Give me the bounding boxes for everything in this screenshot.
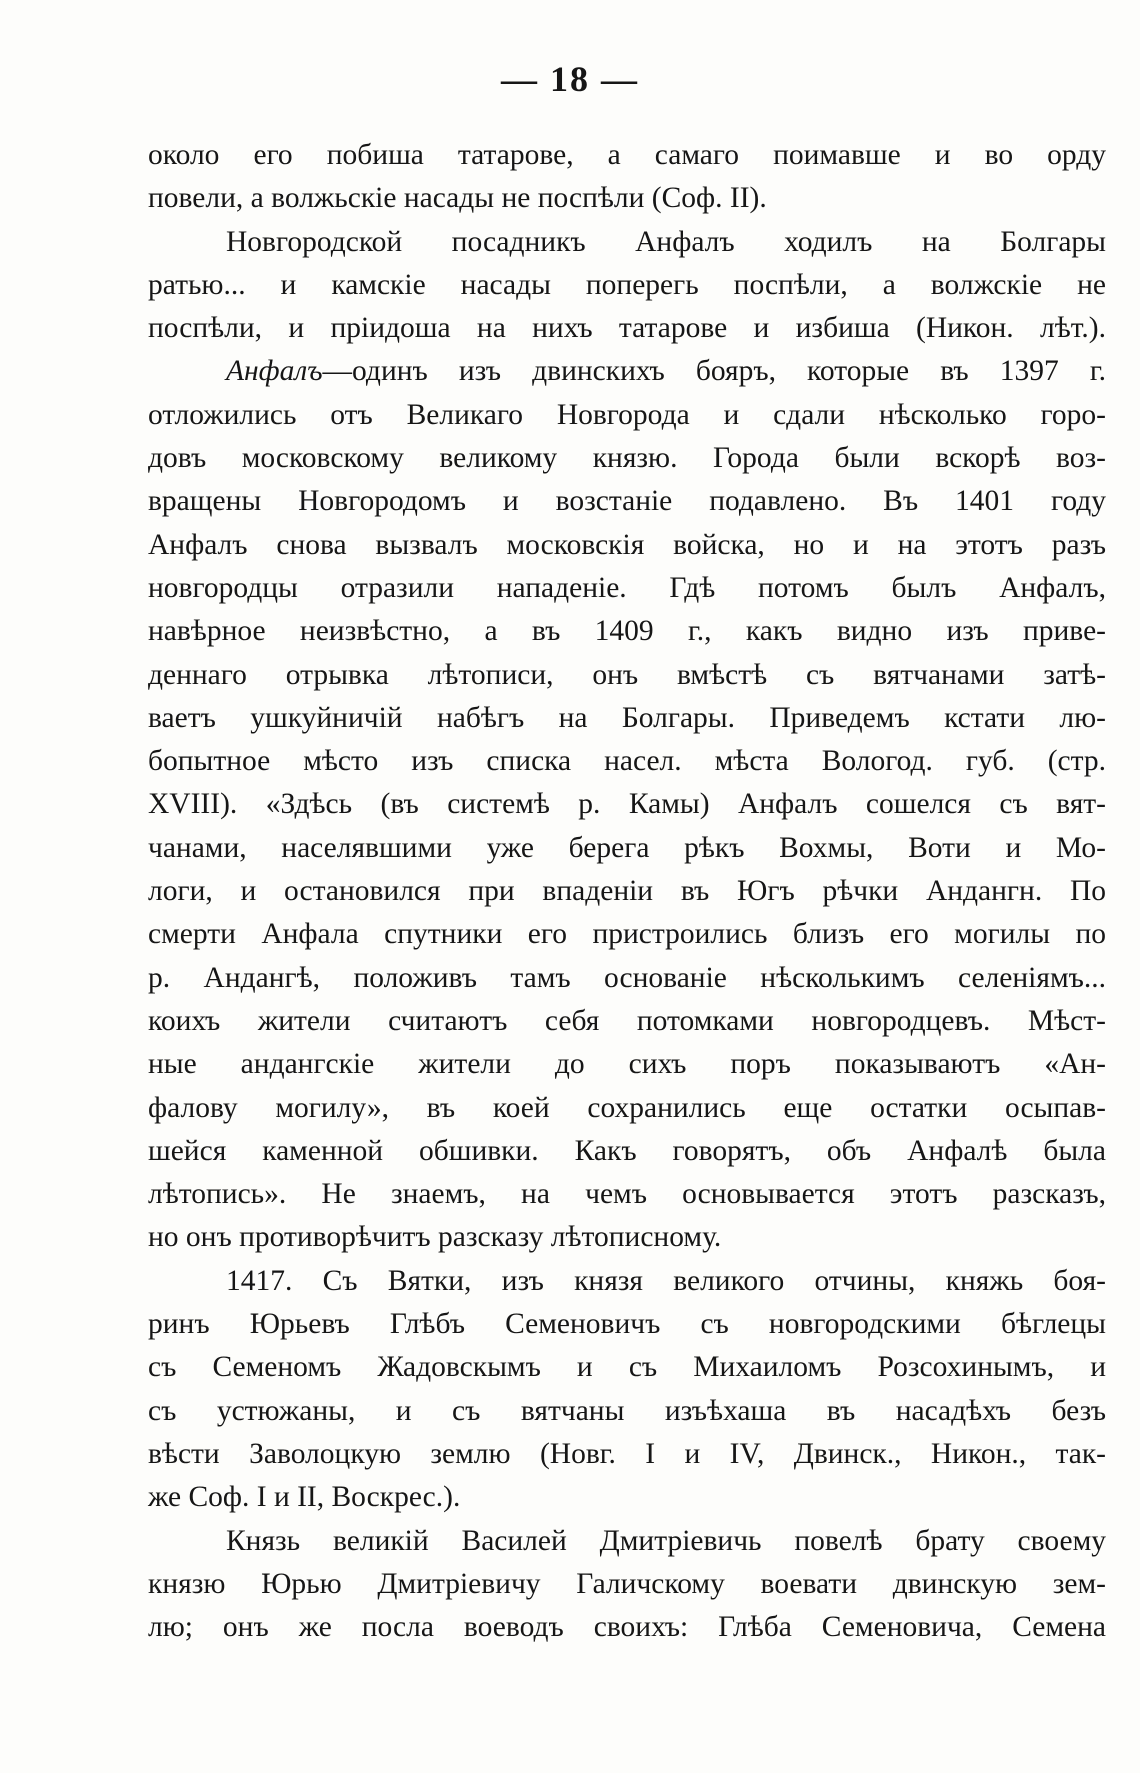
text-line: ратью... и камскіе насады поперегь поспѣли, а волжскіе не [148, 268, 1106, 301]
text-line: XVIII). «Здѣсь (въ системѣ р. Камы) Анфалъ сошелся съ вят- [148, 788, 1106, 821]
text-line: р. Андангѣ, положивъ тамъ основаніе нѣсколькимъ селеніямъ... [148, 961, 1106, 994]
paragraph [148, 1520, 1106, 1650]
text-line: 1417. Съ Вятки, изъ князя великого отчины, княжь боя- [226, 1264, 1106, 1297]
text-line: довъ московскому великому князю. Города были вскорѣ воз- [148, 442, 1106, 475]
paragraph [148, 134, 1106, 221]
text-line: Новгородской посадникъ Анфалъ ходилъ на Болгары [226, 225, 1106, 258]
text-fragment: —одинъ изъ двинскихъ бояръ, которые въ 1397 г. [322, 355, 1106, 388]
text-line: же Соф. I и II, Воскрес.). [148, 1481, 461, 1514]
text-line: смерти Анфала спутники его пристроились близъ его могилы по [148, 918, 1106, 951]
text-line: поспѣли, и пріидоша на нихъ татарове и избиша (Никон. лѣт.). [148, 312, 1106, 345]
text-line: ринъ Юрьевъ Глѣбъ Семеновичъ съ новгородскими бѣглецы [148, 1308, 1106, 1341]
text-line: повели, а волжьскіе насады не поспѣли (Соф. II). [148, 182, 767, 215]
text-line: вѣсти Заволоцкую землю (Новг. I и IV, Двинск., Никон., так- [148, 1437, 1106, 1470]
text-line: логи, и остановился при впаденіи въ Югъ рѣчки Андангн. По [148, 875, 1106, 908]
text-line: навѣрное неизвѣстно, а въ 1409 г., какъ видно изъ приве- [148, 615, 1106, 648]
text-line: фалову могилу», въ коей сохранились еще остатки осыпав- [148, 1091, 1106, 1124]
text-line: деннаго отрывка лѣтописи, онъ вмѣстѣ съ вятчанами затѣ- [148, 658, 1106, 691]
text-line: Анфалъ снова вызвалъ московскія войска, но и на этотъ разъ [148, 528, 1106, 561]
text-line: Князь великій Василей Дмитріевичь повелѣ брату своему [226, 1524, 1106, 1557]
text-line: чанами, населявшими уже берега рѣкъ Вохмы, Воти и Мо- [148, 831, 1106, 864]
text-line: новгородцы отразили нападеніе. Гдѣ потомъ былъ Анфалъ, [148, 571, 1106, 604]
text-line: около его побиша татарове, а самаго поимавше и во орду [148, 139, 1106, 171]
text-line: съ Семеномъ Жадовскымъ и съ Михаиломъ Розсохинымъ, и [148, 1351, 1106, 1384]
text-line: ваетъ ушкуйничій набѣгъ на Болгары. Приведемъ кстати лю- [148, 701, 1106, 734]
paragraph [148, 1260, 1106, 1520]
paragraph [148, 350, 1106, 1259]
text-line [148, 350, 1106, 393]
italic-term: Анфалъ [226, 355, 323, 388]
text-line: коихъ жители считаютъ себя потомками новгородцевъ. Мѣст- [148, 1004, 1106, 1037]
text-line: бопытное мѣсто изъ списка насел. мѣста Вологод. губ. (стр. [148, 745, 1106, 778]
text-line: ные андангскіе жители до сихъ поръ показываютъ «Ан- [148, 1048, 1106, 1081]
page-number: — 18 — [501, 59, 639, 99]
text-line: лю; онъ же посла воеводъ своихъ: Глѣба Семеновича, Семена [148, 1611, 1106, 1644]
body-text [148, 134, 1106, 1649]
text-line: шейся каменной обшивки. Какъ говорятъ, объ Анфалѣ была [148, 1134, 1106, 1167]
text-line: князю Юрью Дмитріевичу Галичскому воевати двинскую зем- [148, 1567, 1106, 1600]
text-line: вращены Новгородомъ и возстаніе подавлено. Въ 1401 году [148, 485, 1106, 518]
text-line: лѣтопись». Не знаемъ, на чемъ основывается этотъ разсказъ, [148, 1178, 1106, 1211]
paragraph [148, 221, 1106, 351]
text-line: но онъ противорѣчитъ разсказу лѣтописному. [148, 1221, 722, 1254]
text-line: съ устюжаны, и съ вятчаны изъѣхаша въ насадѣхъ безъ [148, 1394, 1106, 1427]
text-line: отложились отъ Великаго Новгорода и сдали нѣсколько горо- [148, 398, 1106, 431]
